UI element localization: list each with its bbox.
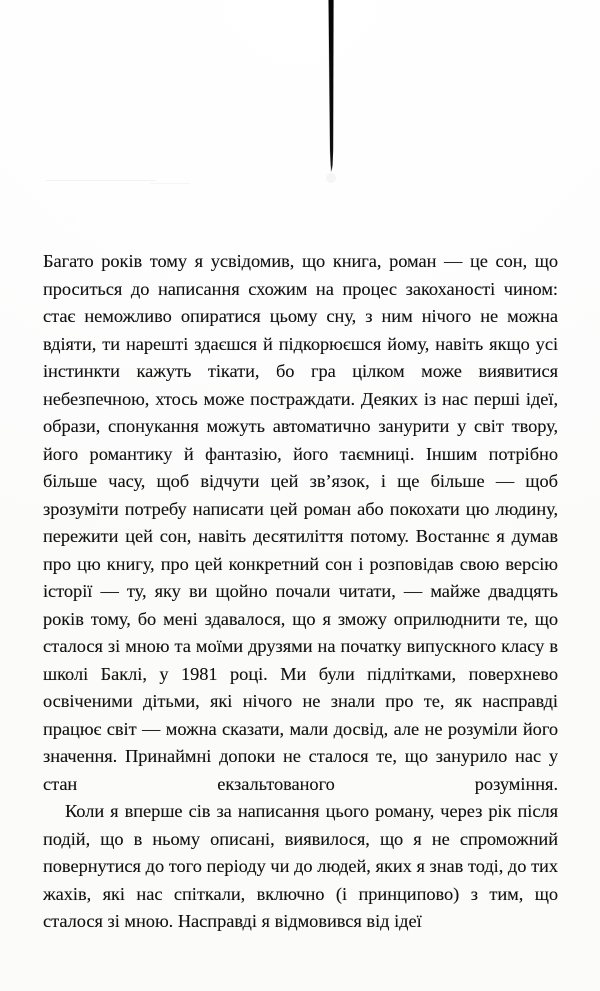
body-text-block <box>43 248 558 936</box>
paragraph-2: Коли я вперше сів за написання цього роману, через рік після подій, що в ньому описані, виявилося, що я не спроможний повернутися до того періоду чи до людей, яких я знав тоді, до тих жахів, які нас спіткали, включно (і принципово) з тим, що сталося зі мною. Насправді я відмовився від ідеї <box>43 801 558 931</box>
decorative-ornament <box>0 0 600 200</box>
tapered-rule-icon <box>0 0 600 200</box>
paragraph-1: Багато років тому я усвідомив, що книга, роман — це сон, що проситься до написання схожим на процес закоханості чином: стає неможливо опиратися цьому сну, з ним нічого не можна вдіяти, ти нарешті здаєшся й підкорюєшся йому, навіть якщо усі інстинкти кажуть тікати, бо гра цілком може виявитися небезпечною, хтось може постраждати. Деяких із нас перші ідеї, образи, спонукання можуть автоматично занурити у світ твору, його романтику й фантазію, його таємниці. Іншим потрібно більше часу, щоб відчути цей зв’язок, і ще більше — щоб зрозуміти потребу написати цей роман або покохати цю людину, пережити цей сон, навіть десятиліття потому. Востаннє я думав про цю книгу, про цей конкретний сон і розповідав свою версію історії — ту, яку ви щойно почали читати, — майже двадцять років тому, бо мені здавалося, що я зможу оприлюднити те, що сталося зі мною та моїми друзями на початку випускного класу в школі Баклі, у 1981 році. Ми були підлітками, поверхнево освіченими дітьми, які нічого не знали про те, як насправді працює світ — можна сказати, мали досвід, але не розуміли його значення. Принаймні допоки не сталося те, що занурило нас у стан екзальтованого розуміння. <box>43 251 558 794</box>
